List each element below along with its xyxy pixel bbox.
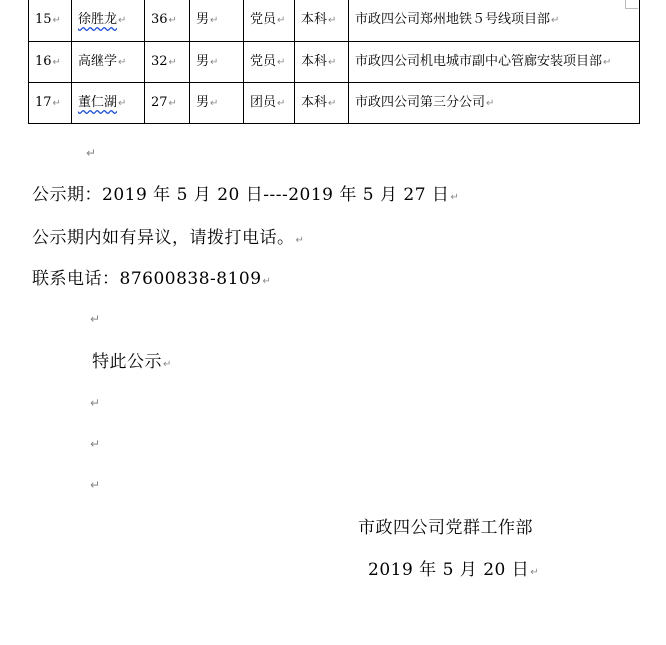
table-row: 17↵ 董仁湖↵ 27↵ 男↵ 团员↵ 本科↵ 市政四公司第三分公司↵ bbox=[29, 83, 640, 124]
row-number: 17 bbox=[35, 95, 52, 110]
notice-phone: 联系电话：87600838-8109↵ bbox=[32, 269, 272, 289]
notice-closing: 特此公示↵ bbox=[92, 352, 172, 372]
person-political-status: 党员 bbox=[250, 12, 277, 27]
empty-paragraph-mark: ↵ bbox=[90, 312, 101, 326]
person-age: 27 bbox=[151, 95, 168, 110]
row-number: 15 bbox=[35, 12, 52, 27]
empty-paragraph-mark: ↵ bbox=[90, 437, 101, 451]
notice-period: 公示期：2019 年 5 月 20 日----2019 年 5 月 27 日↵ bbox=[32, 185, 460, 205]
person-unit: 市政四公司郑州地铁５号线项目部 bbox=[355, 12, 551, 27]
person-political-status: 团员 bbox=[250, 95, 277, 110]
person-sex: 男 bbox=[196, 54, 210, 69]
row-number: 16 bbox=[35, 54, 52, 69]
empty-paragraph-mark: ↵ bbox=[86, 146, 97, 160]
person-unit: 市政四公司机电城市副中心管廊安装项目部 bbox=[355, 54, 603, 69]
person-unit: 市政四公司第三分公司 bbox=[355, 95, 486, 110]
person-education: 本科 bbox=[301, 95, 328, 110]
empty-paragraph-mark: ↵ bbox=[90, 478, 101, 492]
signature-org: 市政四公司党群工作部 bbox=[358, 518, 533, 538]
person-name: 高继学 bbox=[78, 54, 118, 69]
roster-table bbox=[28, 0, 640, 124]
person-age: 36 bbox=[151, 12, 168, 27]
person-education: 本科 bbox=[301, 12, 328, 27]
person-sex: 男 bbox=[196, 95, 210, 110]
signature-date: 2019 年 5 月 20 日↵ bbox=[368, 560, 540, 580]
person-sex: 男 bbox=[196, 12, 210, 27]
person-political-status: 党员 bbox=[250, 54, 277, 69]
person-education: 本科 bbox=[301, 54, 328, 69]
person-name: 徐胜龙 bbox=[78, 12, 118, 27]
notice-objection: 公示期内如有异议，请拨打电话。↵ bbox=[32, 228, 305, 248]
person-age: 32 bbox=[151, 54, 168, 69]
empty-paragraph-mark: ↵ bbox=[90, 396, 101, 410]
table-row: 15↵ 徐胜龙↵ 36↵ 男↵ 党员↵ 本科↵ 市政四公司郑州地铁５号线项目部↵ bbox=[29, 0, 640, 42]
table-row: 16↵ 高继学↵ 32↵ 男↵ 党员↵ 本科↵ 市政四公司机电城市副中心管廊安装项目部↵ bbox=[29, 42, 640, 83]
person-name: 董仁湖 bbox=[78, 95, 118, 110]
